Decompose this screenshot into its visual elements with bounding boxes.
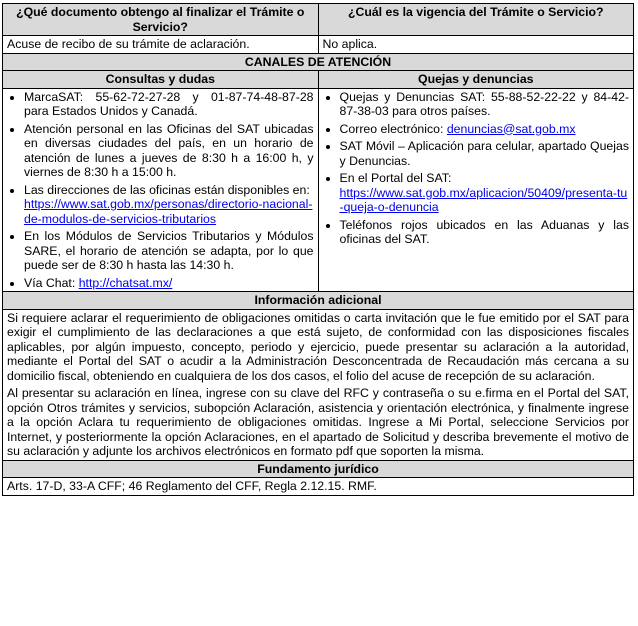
chat-text: Vía Chat: — [24, 275, 79, 290]
list-item-correo — [340, 122, 630, 137]
header-vigencia: ¿Cuál es la vigencia del Trámite o Servicio? — [318, 4, 634, 36]
list-item-chat — [24, 276, 314, 291]
info-cell — [3, 309, 634, 460]
answer-vigencia: No aplica. — [318, 36, 634, 54]
header-quejas: Quejas y denuncias — [318, 71, 634, 89]
quejas-list — [323, 90, 630, 247]
info-paragraph-2: Al presentar su aclaración en línea, ingrese con su clave del RFC y contraseña o su e.firma en el Portal del SAT, opción Otros trámites y servicios, subopción Aclaración, asistencia y orientación electrónica, y finalmente ingrese a la opción Aclara tu requerimiento de obligaciones omitidas. Ingrese a Mi Portal, seleccione Servicios por Internet, y posteriormente la opción Aclaraciones, en el apartado de Solicitud y describa brevemente el motivo de su aclaración y adjunte los archivos electrónicos en formato pdf que soporten la misma. — [7, 386, 629, 458]
portal-link[interactable]: https://www.sat.gob.mx/aplicacion/50409/presenta-tu-queja-o-denuncia — [339, 185, 628, 214]
header-documento: ¿Qué documento obtengo al finalizar el Trámite o Servicio? — [3, 4, 319, 36]
directorio-link[interactable]: https://www.sat.gob.mx/personas/directorio-nacional-de-modulos-de-servicios-tributarios — [24, 197, 313, 226]
correo-text: Correo electrónico: — [339, 121, 447, 136]
list-item-atencion: • Atención personal en las Oficinas del SAT ubicadas en diversas ciudades del país, en un horario de atención de lunes a jueves de 8:30 h a 16:00 h, y viernes de 8:30 h a 15:00 h. — [24, 122, 314, 180]
list-item-telefonos: • Teléfonos rojos ubicados en las Aduanas y las oficinas del SAT. — [340, 218, 630, 247]
quejas-cell — [318, 88, 634, 292]
tramite-table — [2, 3, 634, 496]
list-item-direcciones — [24, 183, 314, 227]
info-title: Información adicional — [3, 292, 634, 310]
list-item-portal — [340, 171, 630, 215]
list-item-quejas: • Quejas y Denuncias SAT: 55-88-52-22-22 y 84-42-87-38-03 para otros países. — [340, 90, 630, 119]
consultas-list — [7, 90, 314, 291]
direcciones-text: Las direcciones de las oficinas están disponibles en: — [24, 182, 310, 197]
correo-link[interactable]: denuncias@sat.gob.mx — [446, 121, 576, 136]
header-consultas: Consultas y dudas — [3, 71, 319, 89]
fundamento-title: Fundamento jurídico — [3, 460, 634, 478]
info-paragraph-1: Si requiere aclarar el requerimiento de obligaciones omitidas o carta invitación que le fue emitido por el SAT para exigir el cumplimiento de las declaraciones a que está sujeto, de conformidad con las disposiciones fiscales aplicables, por algún impuesto, concepto, periodo y ejercicio, puede presentar su aclaración a la autoridad, mediante el Portal del SAT o acudir a la Administración Desconcentrada de Recaudación más cercana a su domicilio fiscal, obteniendo en cualquiera de los dos casos, el folio del acuse de recepción de su aclaración. — [7, 310, 629, 383]
answer-documento: Acuse de recibo de su trámite de aclaración. — [3, 36, 319, 54]
consultas-cell — [3, 88, 319, 292]
chat-link[interactable]: http://chatsat.mx/ — [78, 275, 173, 290]
canales-title: CANALES DE ATENCIÓN — [3, 53, 634, 71]
portal-text: En el Portal del SAT: — [339, 171, 452, 185]
list-item-marcasat: • MarcaSAT: 55-62-72-27-28 y 01-87-74-48-87-28 para Estados Unidos y Canadá. — [24, 90, 314, 119]
list-item-modulos: • En los Módulos de Servicios Tributarios y Módulos SARE, el horario de atención se adapta, por lo que puede ser de 8:30 h hasta las 14:30 h. — [24, 229, 314, 273]
list-item-movil: • SAT Móvil – Aplicación para celular, apartado Quejas y Denuncias. — [340, 139, 630, 168]
fundamento-text: Arts. 17-D, 33-A CFF; 46 Reglamento del CFF, Regla 2.12.15. RMF. — [3, 478, 634, 496]
